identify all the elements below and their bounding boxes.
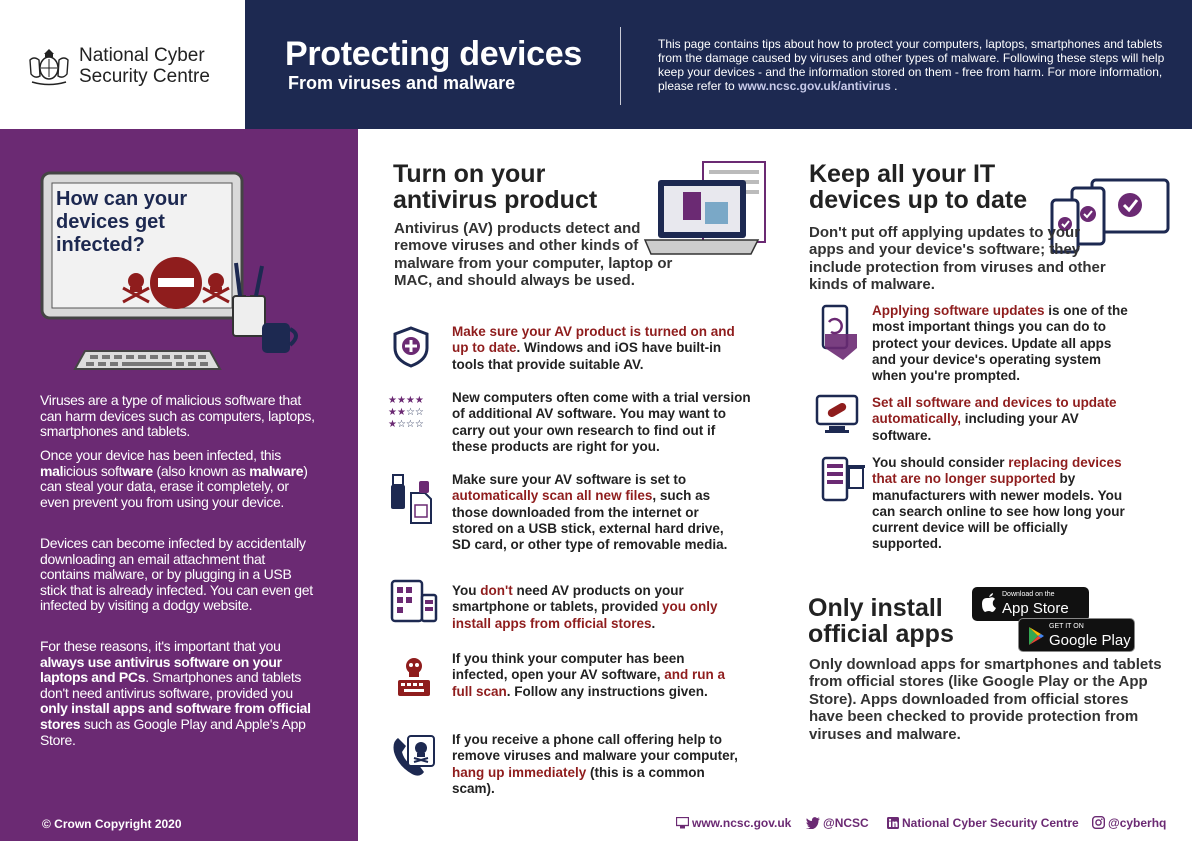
av-tip-3: Make sure your AV software is set to automatically scan all new files, such as those downloaded from the internet or stored on a USB stick, external hard drive, SD card, or other type of removable media. xyxy=(452,472,728,553)
left-panel xyxy=(0,129,358,841)
av-tip-2: New computers often come with a trial version of additional AV software. You may want to carry out your own research to find out if these products are right for you. xyxy=(452,390,751,454)
org-name-line1: National Cyber xyxy=(79,45,205,66)
instagram-icon xyxy=(1092,816,1105,829)
updates-tip-3: You should consider replacing devices that are no longer supported by manufacturers with newer models. You can search online to see how long your current device will be officially supported. xyxy=(872,455,1125,552)
av-tip-5: If you think your computer has been infected, open your AV software, and run a full scan. Follow any instructions given. xyxy=(452,651,726,699)
googleplay-big-text: Google Play xyxy=(1049,632,1131,649)
left-para-4: For these reasons, it's important that you always use antivirus software on your laptops and PCs. Smartphones and tablets don't need antivirus software, provided you only install apps and software from official stores such as Google Play and Apple's App Store. xyxy=(40,638,311,748)
infected-heading: How can your devices get infected? xyxy=(56,188,188,256)
usb-sd-card-icon xyxy=(389,473,433,525)
header-intro xyxy=(658,37,1168,93)
royal-crest-icon xyxy=(26,46,72,88)
monitor-patch-icon xyxy=(815,392,859,436)
intro-text: This page contains tips about how to protect your computers, laptops, smartphones and tablets from the damage caused by viruses and other types of malware. Following these steps will help keep your devices - and the information stored on them - free from harm. For more information, please refer to xyxy=(658,37,1165,93)
antivirus-desc: Antivirus (AV) products detect and remove viruses and other kinds of malware from your computer, laptop or MAC, and should always be used. xyxy=(394,220,673,290)
apps-title: Only install official apps xyxy=(808,594,954,648)
appstore-big-text: App Store xyxy=(1002,600,1069,617)
logo-text xyxy=(79,45,210,87)
app-store-badge[interactable] xyxy=(972,587,1089,621)
av-tip-4: You don't need AV products on your smartphone or tablets, provided you only install apps from official stores. xyxy=(452,583,718,631)
left-para-1: Viruses are a type of malicious software that can harm devices such as computers, laptops, smartphones and tablets. xyxy=(40,392,315,440)
phone-update-icon xyxy=(819,304,859,362)
phone-tablet-apps-icon xyxy=(390,579,438,623)
phone-call-skull-icon xyxy=(390,732,436,778)
footer-instagram[interactable]: @cyberhq xyxy=(1092,816,1166,830)
phone-bin-icon xyxy=(819,456,865,502)
footer xyxy=(358,812,1192,841)
page-header xyxy=(0,0,1192,129)
googleplay-small-text: GET IT ON xyxy=(1049,623,1084,630)
google-play-icon xyxy=(1028,626,1044,646)
skull-keyboard-icon xyxy=(396,656,432,698)
updates-tip-2: Set all software and devices to update automatically, including your AV software. xyxy=(872,395,1117,443)
page-title: Protecting devices xyxy=(285,35,582,73)
monitor-icon xyxy=(676,817,689,829)
apps-desc: Only download apps for smartphones and tablets from official stores (like Google Play or the App Store). Apps downloaded from official stores have been checked to provide protection from viruses and malware. xyxy=(809,656,1162,743)
copyright: © Crown Copyright 2020 xyxy=(42,817,182,831)
star-rating-icon xyxy=(388,393,434,429)
svg-text:★★★★: ★★★★ xyxy=(388,395,424,406)
left-para-2: Once your device has been infected, this malicious software (also known as malware) can steal your data, erase it completely, or even prevent you from using your device. xyxy=(40,447,308,510)
antivirus-title: Turn on your antivirus product xyxy=(393,160,598,214)
footer-twitter[interactable]: @NCSC xyxy=(806,816,869,830)
page-subtitle: From viruses and malware xyxy=(288,73,516,93)
twitter-icon xyxy=(806,817,820,829)
antivirus-link[interactable]: www.ncsc.gov.uk/antivirus xyxy=(738,79,891,93)
org-name-line2: Security Centre xyxy=(79,66,210,87)
apple-icon xyxy=(981,593,997,613)
svg-text:★★☆☆: ★★☆☆ xyxy=(388,407,424,418)
header-divider xyxy=(620,27,621,105)
updates-tip-1: Applying software updates is one of the most important things you can do to protect your devices. Update all apps and your device's operating system when you're prompted. xyxy=(872,303,1128,384)
ncsc-logo xyxy=(0,0,245,129)
shield-plus-icon xyxy=(393,326,429,368)
av-tip-6: If you receive a phone call offering help to remove viruses and malware your computer, hang up immediately (this is a common scam). xyxy=(452,732,738,796)
appstore-small-text: Download on the xyxy=(1002,591,1055,598)
footer-linkedin[interactable]: National Cyber Security Centre xyxy=(887,816,1079,830)
google-play-badge[interactable] xyxy=(1018,618,1135,652)
intro-end: . xyxy=(890,79,898,93)
svg-text:★☆☆☆: ★☆☆☆ xyxy=(388,419,424,429)
updates-desc: Don't put off applying updates to your apps and your device's software; they include protection from viruses and other kinds of malware. xyxy=(809,224,1106,294)
footer-website[interactable]: www.ncsc.gov.uk xyxy=(676,816,791,830)
linkedin-icon xyxy=(887,817,899,829)
left-para-3: Devices can become infected by accidentally downloading an email attachment that contains malware, or by plugging in a USB stick that is already infected. You can even get infected by visiting a dodgy website. xyxy=(40,535,313,614)
av-tip-1: Make sure your AV product is turned on and up to date. Windows and iOS have built-in tools that provide suitable AV. xyxy=(452,324,735,372)
updates-title: Keep all your IT devices up to date xyxy=(809,160,1028,214)
